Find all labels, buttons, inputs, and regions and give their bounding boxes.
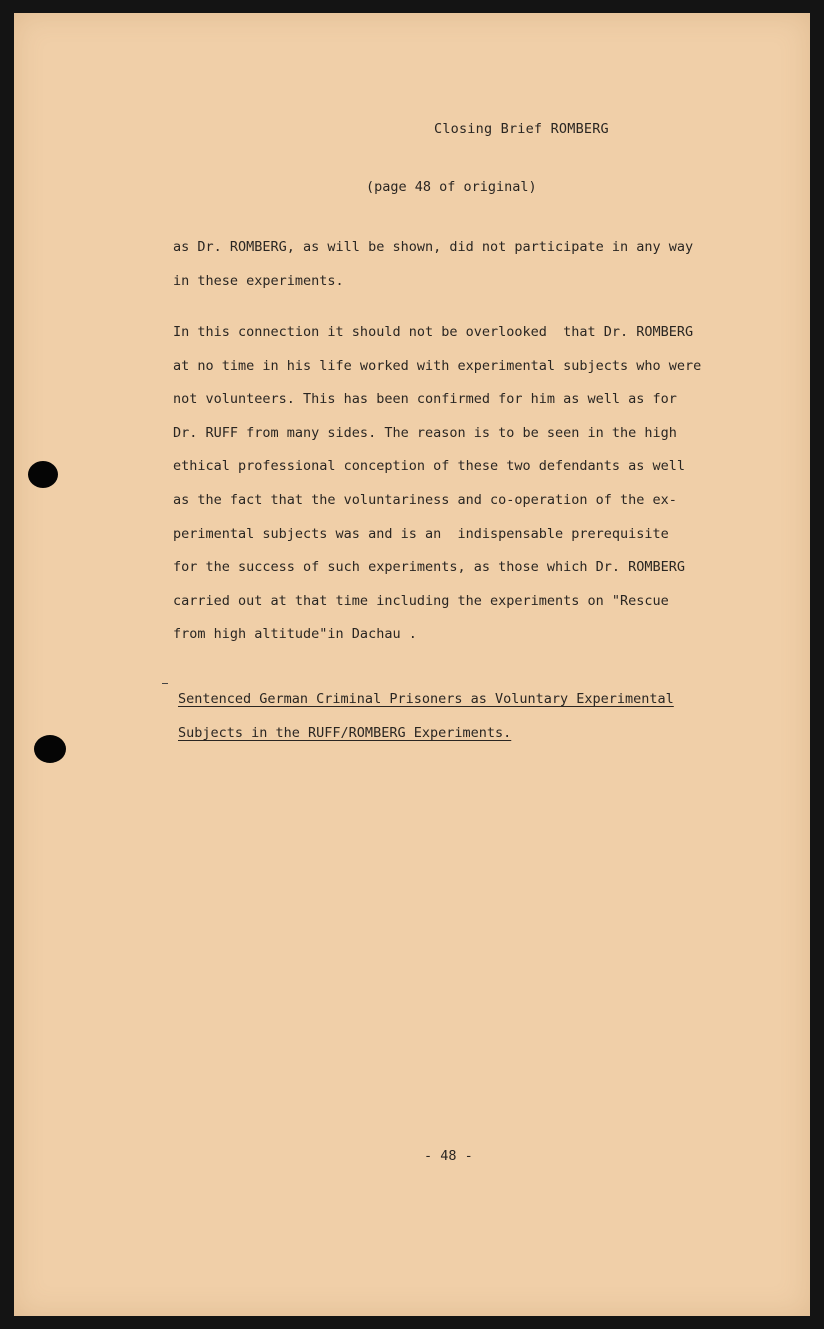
paragraph-line: as the fact that the voluntariness and co-operation of the ex- bbox=[173, 491, 677, 508]
paragraph-line: at no time in his life worked with experimental subjects who were bbox=[173, 357, 702, 374]
section-heading bbox=[178, 682, 738, 750]
stray-mark bbox=[162, 683, 168, 684]
paragraph-2 bbox=[173, 316, 733, 652]
page-reference: (page 48 of original) bbox=[366, 179, 537, 195]
paragraph-line: for the success of such experiments, as those which Dr. ROMBERG bbox=[173, 559, 686, 576]
document-page bbox=[14, 13, 810, 1316]
paragraph-line: ethical professional conception of these two defendants as well bbox=[173, 458, 686, 475]
section-heading-line: Sentenced German Criminal Prisoners as Voluntary Experimental bbox=[178, 691, 674, 707]
paragraph-line: as Dr. ROMBERG, as will be shown, did not participate in any way bbox=[173, 239, 694, 255]
paragraph-line: perimental subjects was and is an indispensable prerequisite bbox=[173, 525, 669, 542]
paragraph-line: in these experiments. bbox=[173, 272, 344, 289]
paragraph-line: not volunteers. This has been confirmed for him as well as for bbox=[173, 391, 677, 408]
paragraph-line: In this connection it should not be overlooked that Dr. ROMBERG bbox=[173, 324, 694, 340]
section-heading-line: Subjects in the RUFF/ROMBERG Experiments. bbox=[178, 725, 512, 741]
paragraph-line: carried out at that time including the experiments on "Rescue bbox=[173, 592, 669, 609]
page-number: - 48 - bbox=[424, 1148, 473, 1164]
paragraph-1 bbox=[173, 231, 733, 298]
paragraph-line: from high altitude"in Dachau . bbox=[173, 626, 417, 643]
header-title: Closing Brief ROMBERG bbox=[434, 121, 609, 137]
punch-hole bbox=[28, 461, 58, 488]
punch-hole bbox=[34, 735, 66, 763]
paragraph-line: Dr. RUFF from many sides. The reason is to be seen in the high bbox=[173, 424, 677, 441]
